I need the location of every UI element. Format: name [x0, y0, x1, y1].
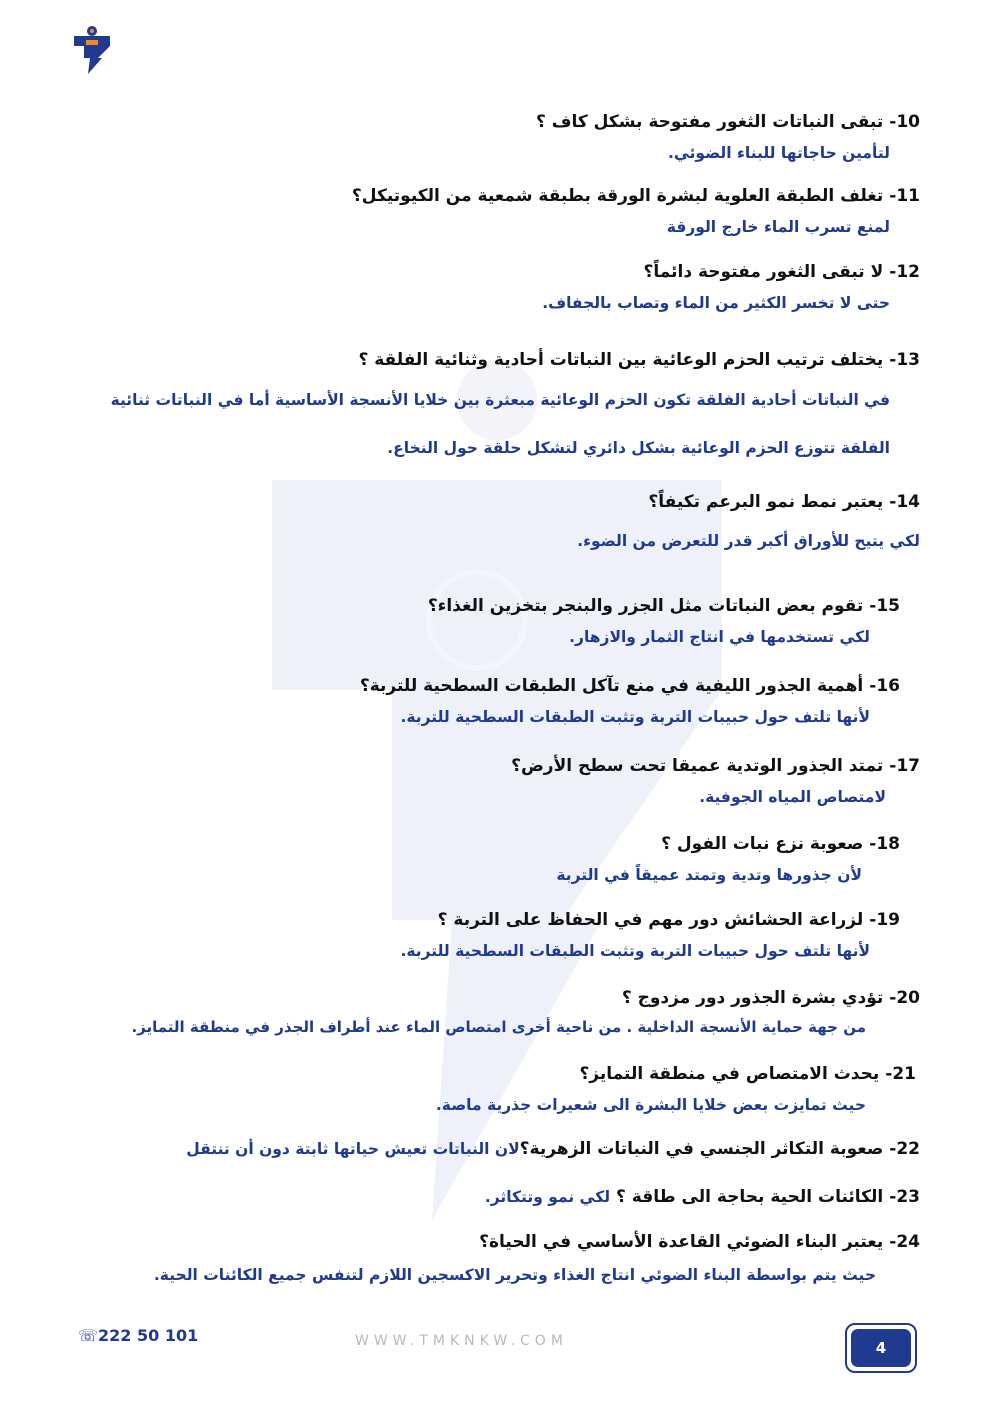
- question-text: 13-يختلف ترتيب الحزم الوعائية بين النباتات أحادية وثنائية الفلقة ؟: [358, 350, 920, 370]
- question-text: 14-يعتبر نمط نمو البرعم تكيفاً؟: [648, 492, 920, 512]
- qa-item-14: [577, 490, 920, 554]
- answer-text: لأنها تلتف حول حبيبات التربة وتثبت الطبقات السطحية للتربة.: [400, 942, 870, 960]
- answer-text: لتأمين حاجاتها للبناء الضوئي.: [668, 144, 890, 162]
- qa-item-24: [154, 1230, 920, 1288]
- question-text: 11-تغلف الطبقة العلوية لبشرة الورقة بطبقة شمعية من الكيوتيكل؟: [351, 186, 920, 206]
- answer-text: لان النباتات تعيش حياتها ثابتة دون أن تنتقل: [186, 1140, 520, 1158]
- question-text: 24-يعتبر البناء الضوئي القاعدة الأساسي في الحياة؟: [479, 1232, 920, 1252]
- question-number: 16-: [869, 676, 900, 696]
- question-text: 22-صعوبة التكاثر الجنسي في النباتات الزهرية؟لان النباتات تعيش حياتها ثابتة دون أن تنتقل: [186, 1139, 920, 1159]
- answer-text: حيث تمايزت بعض خلايا البشرة الى شعيرات جذرية ماصة.: [435, 1096, 866, 1114]
- question-number: 10-: [889, 112, 920, 132]
- answer-text: حتى لا تخسر الكثير من الماء وتصاب بالجفاف.: [542, 294, 890, 312]
- question-text: 18-صعوبة نزع نبات الفول ؟: [661, 834, 900, 854]
- answer-text: لامتصاص المياه الجوفية.: [699, 788, 886, 806]
- phone-number: ☏222 50 101: [78, 1326, 199, 1345]
- question-number: 20-: [889, 988, 920, 1008]
- page-number-badge: [845, 1323, 917, 1373]
- question-number: 15-: [869, 596, 900, 616]
- qa-item-10: [536, 110, 920, 166]
- question-number: 18-: [869, 834, 900, 854]
- page-number: 4: [851, 1329, 911, 1367]
- qa-item-15: [428, 594, 900, 650]
- question-text: 12-لا تبقى الثغور مفتوحة دائماً؟: [643, 262, 920, 282]
- answer-text: في النباتات أحادية الفلقة تكون الحزم الوعائية مبعثرة بين خلايا الأنسجة الأساسية أما في النباتات ثنائية الفلقة تتوزع الحزم الوعائية بشكل دائري لتشكل حلقة حول النخاع.: [110, 391, 890, 457]
- qa-item-19: [401, 908, 900, 964]
- answer-text: لأن جذورها وتدية وتمتد عميقاً في التربة: [556, 866, 862, 884]
- question-number: 24-: [889, 1232, 920, 1252]
- qa-item-12: [542, 260, 920, 316]
- qa-item-22: [186, 1136, 920, 1162]
- question-text: 20-تؤدي بشرة الجذور دور مزدوج ؟: [621, 988, 920, 1008]
- answer-text: لكي تستخدمها في انتاج الثمار والازهار.: [569, 628, 870, 646]
- question-text: 10-تبقى النباتات الثغور مفتوحة بشكل كاف ؟: [535, 112, 920, 132]
- question-number: 23-: [889, 1187, 920, 1207]
- question-number: 12-: [889, 262, 920, 282]
- question-number: 21-: [885, 1064, 916, 1084]
- qa-item-13: [72, 348, 920, 472]
- qa-item-23: [485, 1184, 920, 1210]
- qa-item-11: [352, 184, 920, 240]
- question-number: 22-: [889, 1139, 920, 1159]
- qa-item-18: [556, 832, 900, 888]
- question-number: 17-: [889, 756, 920, 776]
- qa-item-16: [360, 674, 900, 730]
- answer-text: من جهة حماية الأنسجة الداخلية . من ناحية أخرى امتصاص الماء عند أطراف الجذر في منطقة التمايز.: [131, 1018, 866, 1036]
- brand-logo-icon: [72, 22, 112, 74]
- website-url: WWW.TMKNKW.COM: [355, 1333, 568, 1349]
- question-text: 16-أهمية الجذور الليفية في منع تآكل الطبقات السطحية للتربة؟: [359, 676, 900, 696]
- question-text: 23-الكائنات الحية بحاجة الى طاقة ؟ لكي نمو وتتكاثر.: [484, 1187, 920, 1207]
- answer-text: حيث يتم بواسطة البناء الضوئي انتاج الغذاء وتحرير الاكسجين اللازم لتنفس جميع الكائنات الحية.: [153, 1266, 876, 1284]
- question-text: 21-يحدث الامتصاص في منطقة التمايز؟: [579, 1064, 916, 1084]
- question-number: 19-: [869, 910, 900, 930]
- question-text: 15-تقوم بعض النباتات مثل الجزر والبنجر بتخزين الغذاء؟: [427, 596, 900, 616]
- answer-text: لكي نمو وتتكاثر.: [484, 1188, 611, 1206]
- question-number: 13-: [889, 350, 920, 370]
- question-number: 11-: [889, 186, 920, 206]
- answer-text: لكي يتيح للأوراق أكبر قدر للتعرض من الضوء.: [577, 532, 920, 550]
- question-number: 14-: [889, 492, 920, 512]
- qa-item-17: [511, 754, 920, 810]
- question-text: 19-لزراعة الحشائش دور مهم في الحفاظ على التربة ؟: [437, 910, 900, 930]
- qa-item-21: [436, 1062, 916, 1118]
- answer-text: لمنع تسرب الماء خارج الورقة: [666, 218, 890, 236]
- qa-item-20: [72, 986, 920, 1040]
- answer-text: لأنها تلتف حول حبيبات التربة وتثبت الطبقات السطحية للتربة.: [400, 708, 870, 726]
- question-text: 17-تمتد الجذور الوتدية عميقا تحت سطح الأرض؟: [511, 756, 920, 776]
